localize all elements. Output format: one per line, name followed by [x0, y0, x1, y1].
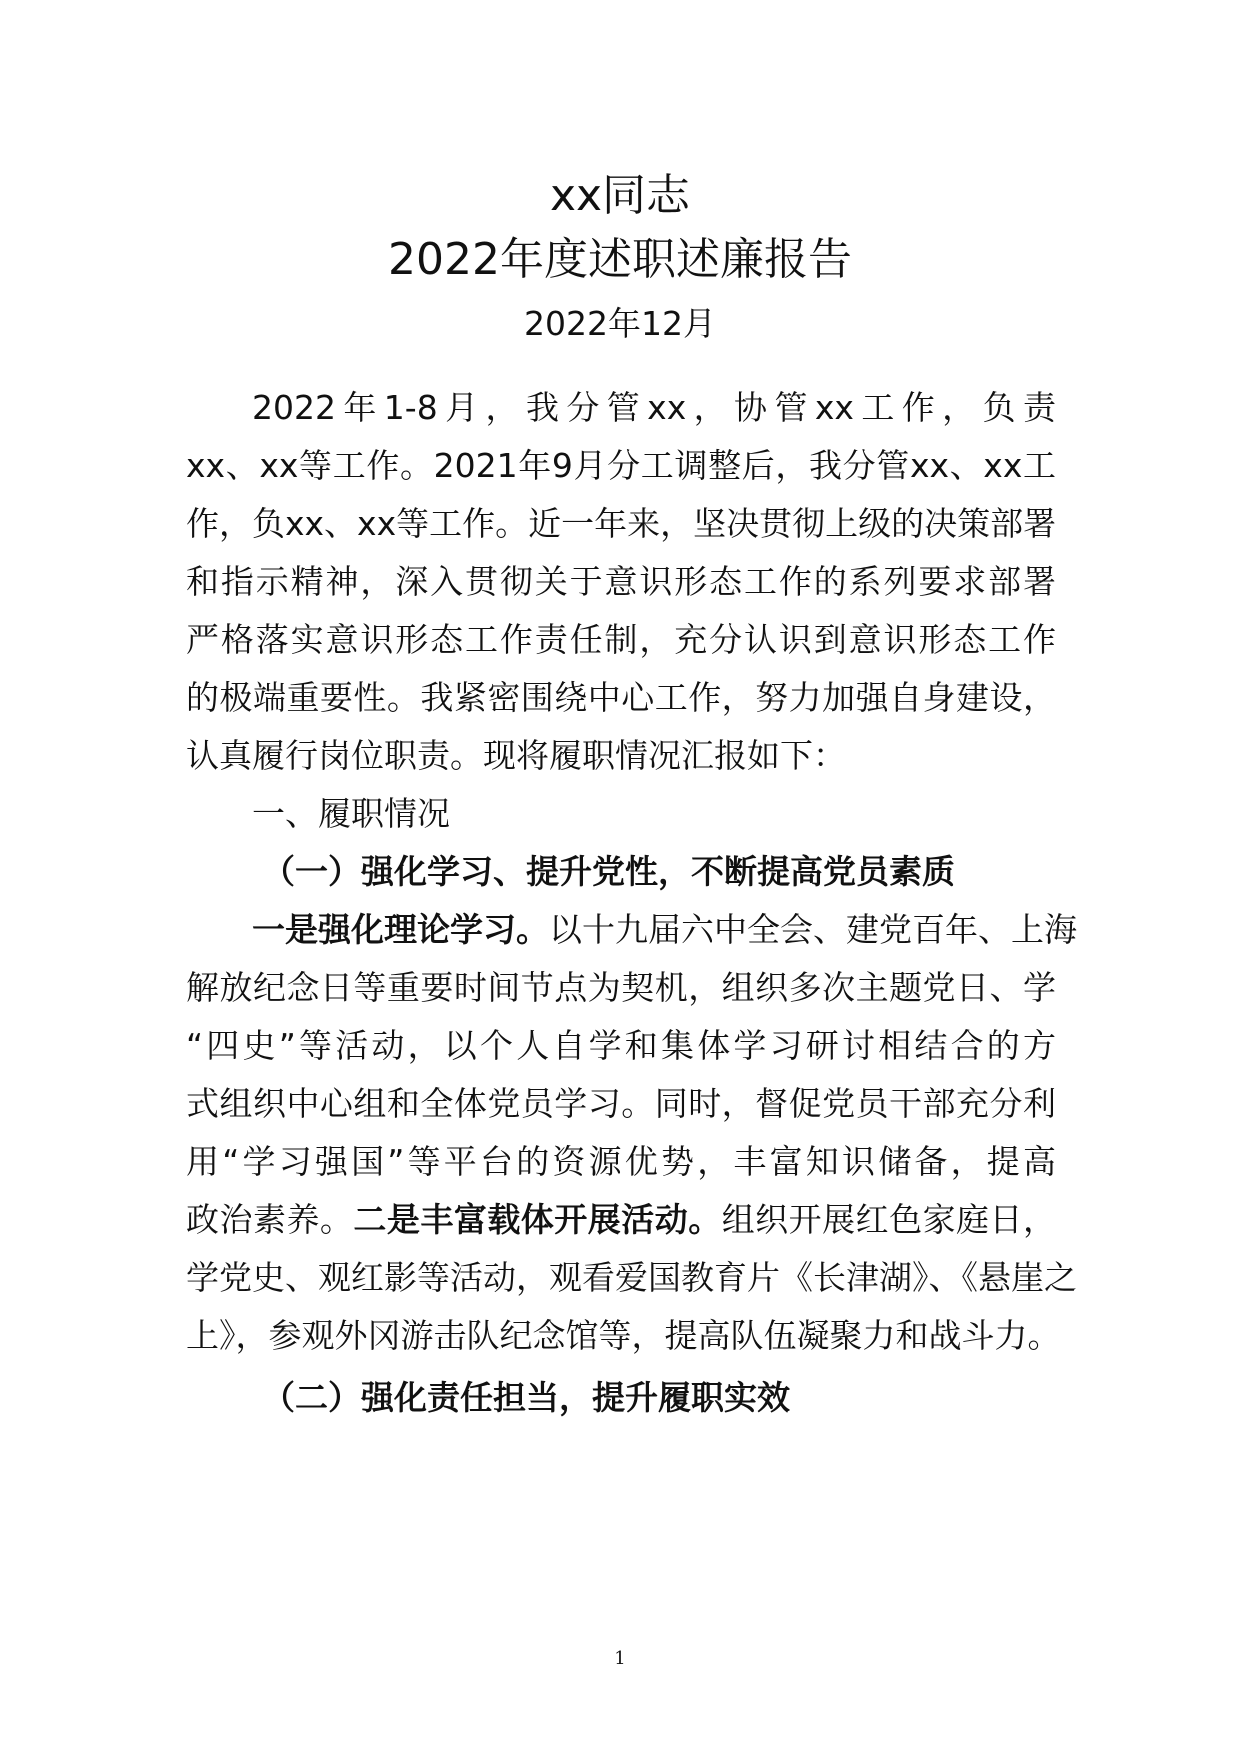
report-date: 2022年12月 — [524, 304, 716, 343]
key-point-1: 一是强化理论学习。 — [252, 910, 549, 949]
body-line-4: 式组织中心组和全体党员学习。同时，督促党员干部充分利 — [186, 1084, 1056, 1123]
body-line-5: 用“学习强国”等平台的资源优势，丰富知识储备，提高 — [186, 1142, 1056, 1181]
body-line-7: 学党史、观红影等活动，观看爱国教育片《长津湖》、《悬崖之 — [186, 1258, 1077, 1297]
intro-line-2: xx、xx等工作。2021年9月分工调整后，我分管xx、xx工 — [186, 446, 1056, 485]
intro-line-1: 2022年1-8月，我分管xx，协管xx工作，负责 — [252, 388, 1056, 427]
subsection-heading-2: （二）强化责任担当，提升履职实效 — [262, 1378, 790, 1417]
body-line-8: 上》，参观外冈游击队纪念馆等，提高队伍凝聚力和战斗力。 — [186, 1316, 1061, 1355]
report-title: 2022年度述职述廉报告 — [388, 234, 852, 285]
body-line-6-start: 政治素养。 — [186, 1200, 354, 1239]
key-point-2: 二是丰富载体开展活动。 — [353, 1200, 722, 1239]
body-line-6 — [186, 1196, 1056, 1244]
page-number: 1 — [614, 1648, 626, 1669]
section-heading-1: 一、履职情况 — [252, 794, 450, 833]
report-title-name: xx同志 — [549, 170, 691, 221]
intro-line-3: 作，负xx、xx等工作。近一年来，坚决贯彻上级的决策部署 — [186, 504, 1057, 543]
intro-line-7: 认真履行岗位职责。现将履职情况汇报如下： — [186, 736, 846, 775]
body-line-6-text: 组织开展红色家庭日， — [721, 1200, 1057, 1239]
subsection-heading-1: （一）强化学习、提升党性，不断提高党员素质 — [262, 852, 955, 891]
intro-line-5: 严格落实意识形态工作责任制，充分认识到意识形态工作 — [186, 620, 1056, 659]
intro-line-4: 和指示精神，深入贯彻关于意识形态工作的系列要求部署 — [186, 562, 1056, 601]
body-line-2: 解放纪念日等重要时间节点为契机，组织多次主题党日、学 — [186, 968, 1056, 1007]
body-line-1 — [252, 906, 1077, 954]
body-line-3: “四史”等活动，以个人自学和集体学习研讨相结合的方 — [186, 1026, 1056, 1065]
intro-line-6: 的极端重要性。我紧密围绕中心工作，努力加强自身建设， — [186, 678, 1056, 717]
body-line-1-text: 以十九届六中全会、建党百年、上海 — [549, 910, 1077, 949]
